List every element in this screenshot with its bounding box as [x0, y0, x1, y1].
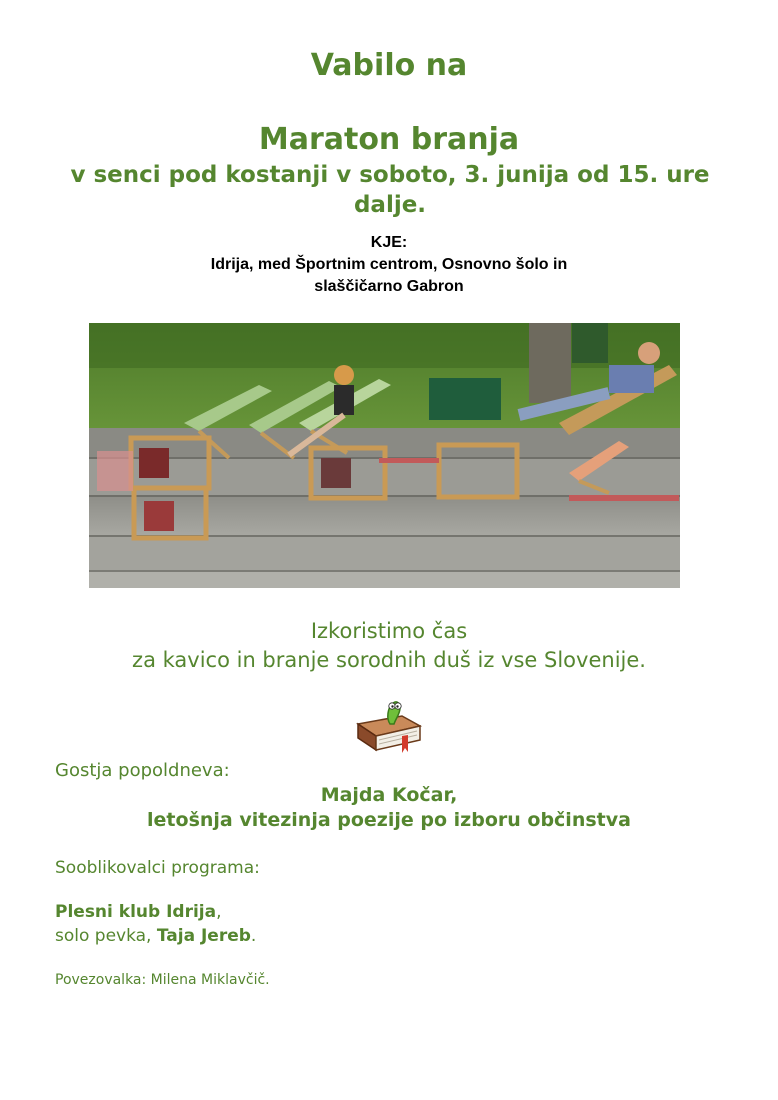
title-line-1: Vabilo na	[310, 48, 468, 83]
bookworm-book-icon	[354, 694, 424, 756]
guest-title: letošnja vitezinja poezije po izboru občinstva	[147, 809, 631, 831]
guest-label: Gostja popoldneva:	[55, 760, 230, 781]
host-line: Povezovalka: Milena Miklavčič.	[55, 972, 270, 988]
cocreators-singer	[55, 926, 256, 946]
title-line-2: Maraton branja	[258, 122, 520, 157]
slogan-line-1: Izkoristimo čas	[310, 619, 468, 643]
singer-suffix: .	[250, 926, 257, 946]
outdoor-reading-photo	[89, 323, 680, 588]
group-name: Plesni klub Idrija	[55, 902, 217, 922]
singer-prefix: solo pevka,	[55, 926, 157, 946]
guest-name: Majda Kočar,	[320, 784, 458, 806]
cocreators-label: Sooblikovalci programa:	[55, 858, 260, 878]
cocreators-group	[55, 902, 222, 922]
singer-name: Taja Jereb	[156, 926, 251, 946]
location-line-1: Idrija, med Športnim centrom, Osnovno šolo in	[210, 256, 568, 273]
slogan-line-2: za kavico in branje sorodnih duš iz vse Slovenije.	[132, 648, 646, 672]
group-suffix: ,	[216, 902, 222, 922]
location-label: KJE:	[370, 234, 408, 251]
location-line-2: slaščičarno Gabron	[314, 278, 464, 295]
event-subtitle: v senci pod kostanji v soboto, 3. junija od 15. ure dalje.	[70, 162, 710, 218]
